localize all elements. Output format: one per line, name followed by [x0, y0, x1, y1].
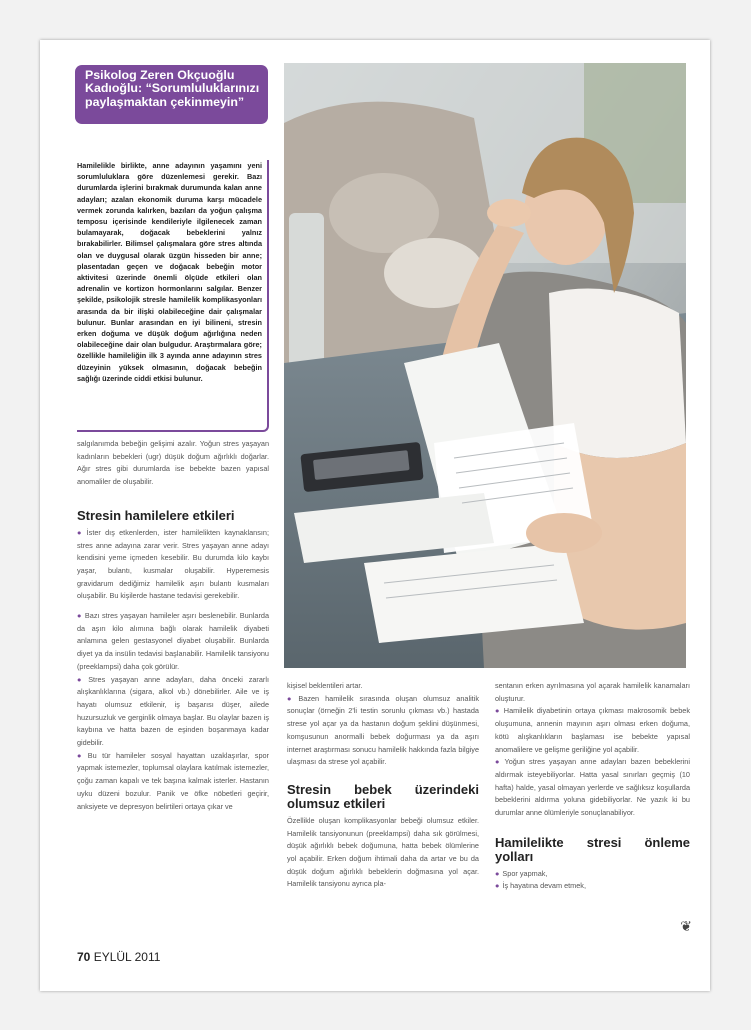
col1-paragraph: ● Stres yaşayan anne adayları, daha önceki zararlı alışkanlıklarına (sigara, alkol vb.) dönebilirler. Aile ve iş hayatı olumsuz etkilenir, iş başarısı düşer, ailede huzursuzluk ve gerginlik olmaya başlar. Bu olaylar bazen iş kaybına ve hatta bazen de eşinden boşanmaya kadar gidebilir.: [77, 674, 269, 748]
col1-paragraph: ● İster dış etkenlerden, ister hamilelikten kaynaklansın; stres anne adayına zarar verir. Stres yaşayan anne adayı kendisini yeme içmeden kesebilir. Bu durumda kilo kaybı yaşar, bulantı, kusmalar oluşabilir. Hyperemesis gravidarum dediğimiz hamilelik aşırı bulantı kusmaları oluşabilir. Bu kişilerde hastane tedavisi gerekebilir.: [77, 527, 269, 601]
pregnant-woman-photo: [284, 63, 686, 668]
col1-continued: salgılanımda bebeğin gelişimi azalır. Yoğun stres yaşayan kadınların bebekleri (ugr) düşük doğum ağırlıklı doğarlar. Ağır stres gibi durumlarda ise bebekte bazen yapısal anomaliler de oluşabilir.: [77, 439, 269, 487]
col3-bullet-item: ● Spor yapmak,: [495, 868, 548, 878]
bullet-icon: ●: [495, 881, 500, 891]
col2-paragraph: Özellikle oluşan komplikasyonlar bebeği olumsuz etkiler. Hamilelik tansiyonunun (preeklampsi) daha sık görülmesi, düşük ağırlıklı bebek doğumuna, hatta bebek ölümlerine yol açabilir. Erken doğum ihtimali daha da artar ve bu da düşük doğum ağırlıklı bebeklerin doğmasına yol açar. Hamilelik tansiyonu ayrıca pla-: [287, 815, 479, 889]
page-number: 70: [77, 950, 91, 964]
issue-date: EYLÜL 2011: [93, 950, 161, 964]
intro-text: Hamilelikle birlikte, anne adayının yaşamını yeni sorumluluklara göre düzenlemesi gerekir. Bazı durumlarda işlerini bırakmak durumunda kalan anne adayları; azalan ekonomik duruma karşı mücadele vermek zorunda kalırken, bazıları da yoğun çalışma temposu içerisinde kendileriyle ilgilenecek zaman bulamayarak, doğacak bebeklerini yalnız bırakabilirler. Bilimsel çalışmalara göre stres altında olan ve duygusal olarak üzgün hisseden bir anne; plasentadan geçen ve doğacak bebeğin motor aktivitesi üzerinde önemli ölçüde etkileri olan adrenalin ve kortizon hormonlarını salgılar. Benzer şekilde, psikolojik stresle hamilelik komplikasyonları arasında da bir ilişki olabileceğine dair çalışmalar bulunur. Bunlar arasından en iyi bilineni, stresin erken doğuma ve düşük doğum ağırlığına neden olabileceğine dair olan bulgudur. Araştırmalara göre; özellikle hamileliğin ilk 3 ayında anne adayının stres düzeyinin yüksek olmasının, doğacak bebeğin sağlığı üzerinde ciddi etkisi bulunur.: [77, 160, 269, 432]
callout-title-box: [75, 65, 268, 124]
col3-bullet-item: ● İş hayatına devam etmek,: [495, 881, 586, 891]
bullet-icon: ●: [495, 757, 502, 767]
col1-paragraph: ● Bu tür hamileler sosyal hayattan uzaklaşırlar, spor yapmak istemezler, toplumsal olaylara katılmak istemezler, çoğu zaman kapalı ve tek başına kalmak isterler. Hastanın uyku düzeni bozulur. Panik ve öfke nöbetleri geçirir, anksiyete ve depresyon belirtileri ortaya çıkar ve: [77, 750, 269, 811]
page-footer: [77, 950, 160, 964]
col1-heading: Stresin hamilelere etkileri: [77, 507, 235, 523]
col2-continued: kişisel beklentileri artar.: [287, 681, 363, 690]
column-3: [495, 680, 690, 893]
bullet-icon: ●: [495, 706, 501, 716]
col1-paragraph: ● Bazı stres yaşayan hamileler aşırı beslenebilir. Bunlarda da aşırı kilo alımına bağlı olarak hamilelik diyabeti anlamına gelen gestasyonel diyabet oluşabilir. Bunlarda diyet ya da insülin tedavisi başlanabilir. Hamilelik tansiyonu (preeklampsi) daha çok görülür.: [77, 611, 269, 671]
column-2: [287, 680, 479, 891]
col3-heading: Hamilelikte stresi önleme yolları: [495, 834, 690, 864]
bullet-icon: ●: [77, 674, 86, 684]
col2-paragraph: ● Bazen hamilelik sırasında oluşan olumsuz analitik sonuçlar (örneğin 2'li testin sorunlu çıkması vb.) hastada strese yol açar ya da hastanın doğum şeklini düşünmesi, komşusunun anormalli bebek doğurması ya da aşırı internet araştırması sonucu hamilelik hakkında fazla bilgiye ulaşması da strese yol açabilir.: [287, 693, 479, 767]
col3-continued: sentanın erken ayrılmasına yol açarak hamilelik kanamaları oluşturur.: [495, 681, 690, 703]
bullet-icon: ●: [77, 527, 84, 537]
col3-paragraph: ● Yoğun stres yaşayan anne adayları bazen bebeklerini aldırmak isteyebiliyorlar. Hatta yasal sınırları geçmiş (10 hafta) halde, yasal olmayan yerlerde ve sağlıksız koşullarda bebeklerini aldırma yoluna gidebiliyorlar. Ne yazık ki bu durumlar anne ölümleriyle sonuçlanabiliyor.: [495, 757, 690, 818]
col3-paragraph: ● Hamilelik diyabetinin ortaya çıkması makrosomik bebek oluşumuna, annenin mayının aşırı olması erken doğuma, kötü alışkanlıkların başlaması ise bebekte yapısal anomalilere ve gelişme geriliğine yol açabilir.: [495, 706, 690, 754]
column-1: [77, 438, 269, 813]
magazine-page: [40, 40, 710, 991]
bullet-icon: ●: [287, 693, 296, 703]
col2-heading: Stresin bebek üzerindeki olumsuz etkileri: [287, 781, 479, 811]
bullet-icon: ●: [77, 611, 82, 621]
bullet-icon: ●: [77, 750, 85, 760]
bullet-icon: ●: [495, 868, 500, 878]
decorative-swirl-icon: ❦: [680, 918, 692, 934]
callout-title: Psikolog Zeren Okçuoğlu Kadıoğlu: “Sorumluluklarınızı paylaşmaktan çekinmeyin”: [85, 68, 260, 109]
